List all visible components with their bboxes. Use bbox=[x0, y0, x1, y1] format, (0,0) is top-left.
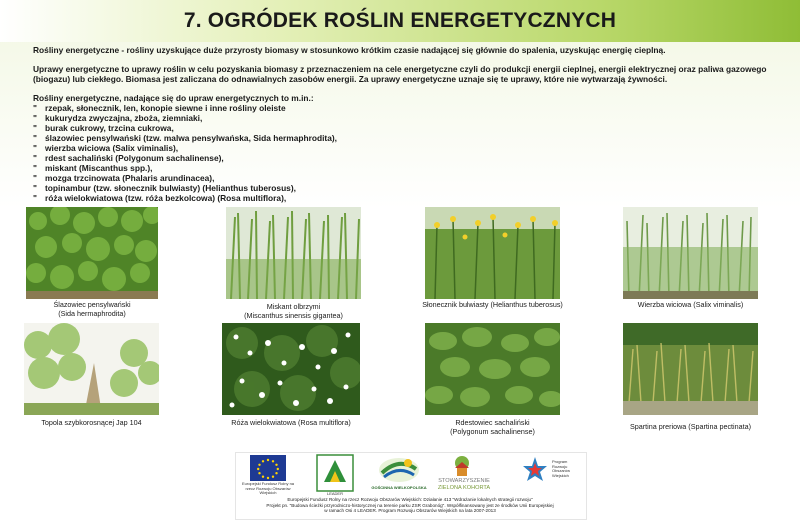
list-item: " burak cukrowy, trzcina cukrowa, bbox=[33, 123, 174, 133]
caption-helianthus: Słonecznik bulwiasty (Helianthus tuberosus) bbox=[422, 300, 563, 309]
wielkopolska-icon bbox=[376, 455, 422, 485]
list-item: " ślazowiec pensylwański (tzw. malwa pensylwańska, Sida hermaphrodita), bbox=[33, 133, 337, 143]
polygonum-illustration bbox=[425, 323, 560, 415]
list-item: " topinambur (tzw. słonecznik bulwiasty) (Helianthus tuberosus), bbox=[33, 183, 296, 193]
bullet-mark: " bbox=[33, 153, 37, 163]
leader-label: LEADER bbox=[326, 491, 343, 496]
crops-paragraph: Uprawy energetyczne to uprawy roślin w celu pozyskania biomasy z przeznaczeniem na cele energetyczne czyli do produkcji energii cieplnej, energii elektrycznej oraz paliwa gazowego (biogazu) lub ciekłego. Biomasa jest zaliczana do odnawialnych zasobów energii. Za uprawy energetyczne uznaje się te uprawy, które nie wytwarzają żywności. bbox=[33, 64, 767, 84]
photo-rosa bbox=[222, 323, 360, 415]
bullet-mark: " bbox=[33, 193, 37, 203]
bullet-mark: " bbox=[33, 173, 37, 183]
definition-paragraph: Rośliny energetyczne - rośliny uzyskujące duże przyrosty biomasy w stosunkowo krótkim czasie nadającej się głównie do spalenia, uzyskując energię cieplną. bbox=[33, 45, 666, 55]
bullet-mark: " bbox=[33, 183, 37, 193]
photo-poplar bbox=[24, 323, 159, 415]
list-item: " mozga trzcinowata (Phalaris arundinacea), bbox=[33, 173, 215, 183]
spartina-illustration bbox=[623, 323, 758, 415]
sida-illustration bbox=[26, 207, 158, 299]
bullet-mark: " bbox=[33, 163, 37, 173]
helianthus-illustration bbox=[425, 207, 560, 299]
photo-spartina bbox=[623, 323, 758, 415]
photo-sida bbox=[26, 207, 158, 299]
prow-star-icon bbox=[520, 455, 550, 485]
zielona-kohorta-logo bbox=[450, 455, 474, 477]
list-item: " róża wielokwiatowa (tzw. róża bezkolcowa) (Rosa multiflora), bbox=[33, 193, 287, 203]
bullet-mark: " bbox=[33, 103, 37, 113]
salix-illustration bbox=[623, 207, 758, 299]
list-heading: Rośliny energetyczne, nadające się do upraw energetycznych to m.in.: bbox=[33, 93, 314, 103]
wielkopolska-label: GOŚCINNA WIELKOPOLSKA bbox=[371, 485, 427, 490]
tree-house-icon bbox=[450, 455, 474, 477]
photo-salix bbox=[623, 207, 758, 299]
caption-miscanthus: Miskant olbrzymi (Miscanthus sinensis gigantea) bbox=[244, 302, 343, 320]
zielona-kohorta-label: ZIELONA KOHORTA bbox=[437, 485, 491, 491]
caption-polygonum: Rdestowiec sachaliński (Polygonum sachalinense) bbox=[450, 418, 535, 436]
photo-helianthus bbox=[425, 207, 560, 299]
plant-list bbox=[33, 103, 773, 203]
leader-logo bbox=[316, 454, 354, 492]
caption-spartina: Spartina preriowa (Spartina pectinata) bbox=[629, 422, 752, 431]
bullet-mark: " bbox=[33, 143, 37, 153]
eu-fund-label: Europejski Fundusz Rolny na rzecz Rozwoju Obszarów Wiejskich bbox=[241, 481, 295, 496]
photo-polygonum bbox=[425, 323, 560, 415]
wielkopolska-logo bbox=[376, 455, 422, 485]
rosa-illustration bbox=[222, 323, 360, 415]
page-title: 7. OGRÓDEK ROŚLIN ENERGETYCZNYCH bbox=[183, 9, 617, 32]
photo-miscanthus bbox=[226, 207, 361, 299]
list-item: " kukurydza zwyczajna, zboża, ziemniaki, bbox=[33, 113, 203, 123]
miscanthus-illustration bbox=[226, 207, 361, 299]
list-item: " miskant (Miscanthus spp.), bbox=[33, 163, 153, 173]
leader-icon bbox=[316, 454, 354, 492]
prow-label: Program Rozwoju Obszarów Wiejskich bbox=[552, 459, 571, 478]
caption-poplar: Topola szybkorosnącej Jap 104 bbox=[41, 418, 142, 427]
caption-salix: Wierzba wiciowa (Salix viminalis) bbox=[637, 300, 744, 309]
funding-note: Europejski Fundusz Rolny na rzecz Rozwoju Obszarów Wiejskich: Działanie 413 "Wdrażanie lokalnych strategii rozwoju" Projekt pn. "Budowa ścieżki przyrodniczo-historycznej na terenie parku ZSR Grabonóg". Współfinansowany jest ze środków Unii Europejskiej w ramach Osi 4 LEADER. Program Rozwoju Obszarów Wiejskich na lata 2007-2013 bbox=[266, 497, 554, 514]
eu-flag-logo bbox=[250, 455, 286, 481]
caption-rosa: Róża wielokwiatowa (Rosa multiflora) bbox=[231, 418, 351, 427]
poplar-illustration bbox=[24, 323, 159, 415]
list-item: " rdest sachaliński (Polygonum sachalinense), bbox=[33, 153, 224, 163]
intro-text bbox=[33, 45, 773, 203]
prow-logo bbox=[520, 455, 550, 485]
bullet-mark: " bbox=[33, 133, 37, 143]
bullet-mark: " bbox=[33, 123, 37, 133]
list-item: " rzepak, słonecznik, len, konopie siewne i inne rośliny oleiste bbox=[33, 103, 286, 113]
stowarzyszenie-label: STOWARZYSZENIE bbox=[438, 478, 490, 484]
caption-sida: Ślazowiec pensylwański (Sida hermaphrodita) bbox=[53, 300, 131, 318]
eu-flag-icon bbox=[250, 455, 286, 481]
list-item: " wierzba wiciowa (Salix viminalis), bbox=[33, 143, 179, 153]
bullet-mark: " bbox=[33, 113, 37, 123]
